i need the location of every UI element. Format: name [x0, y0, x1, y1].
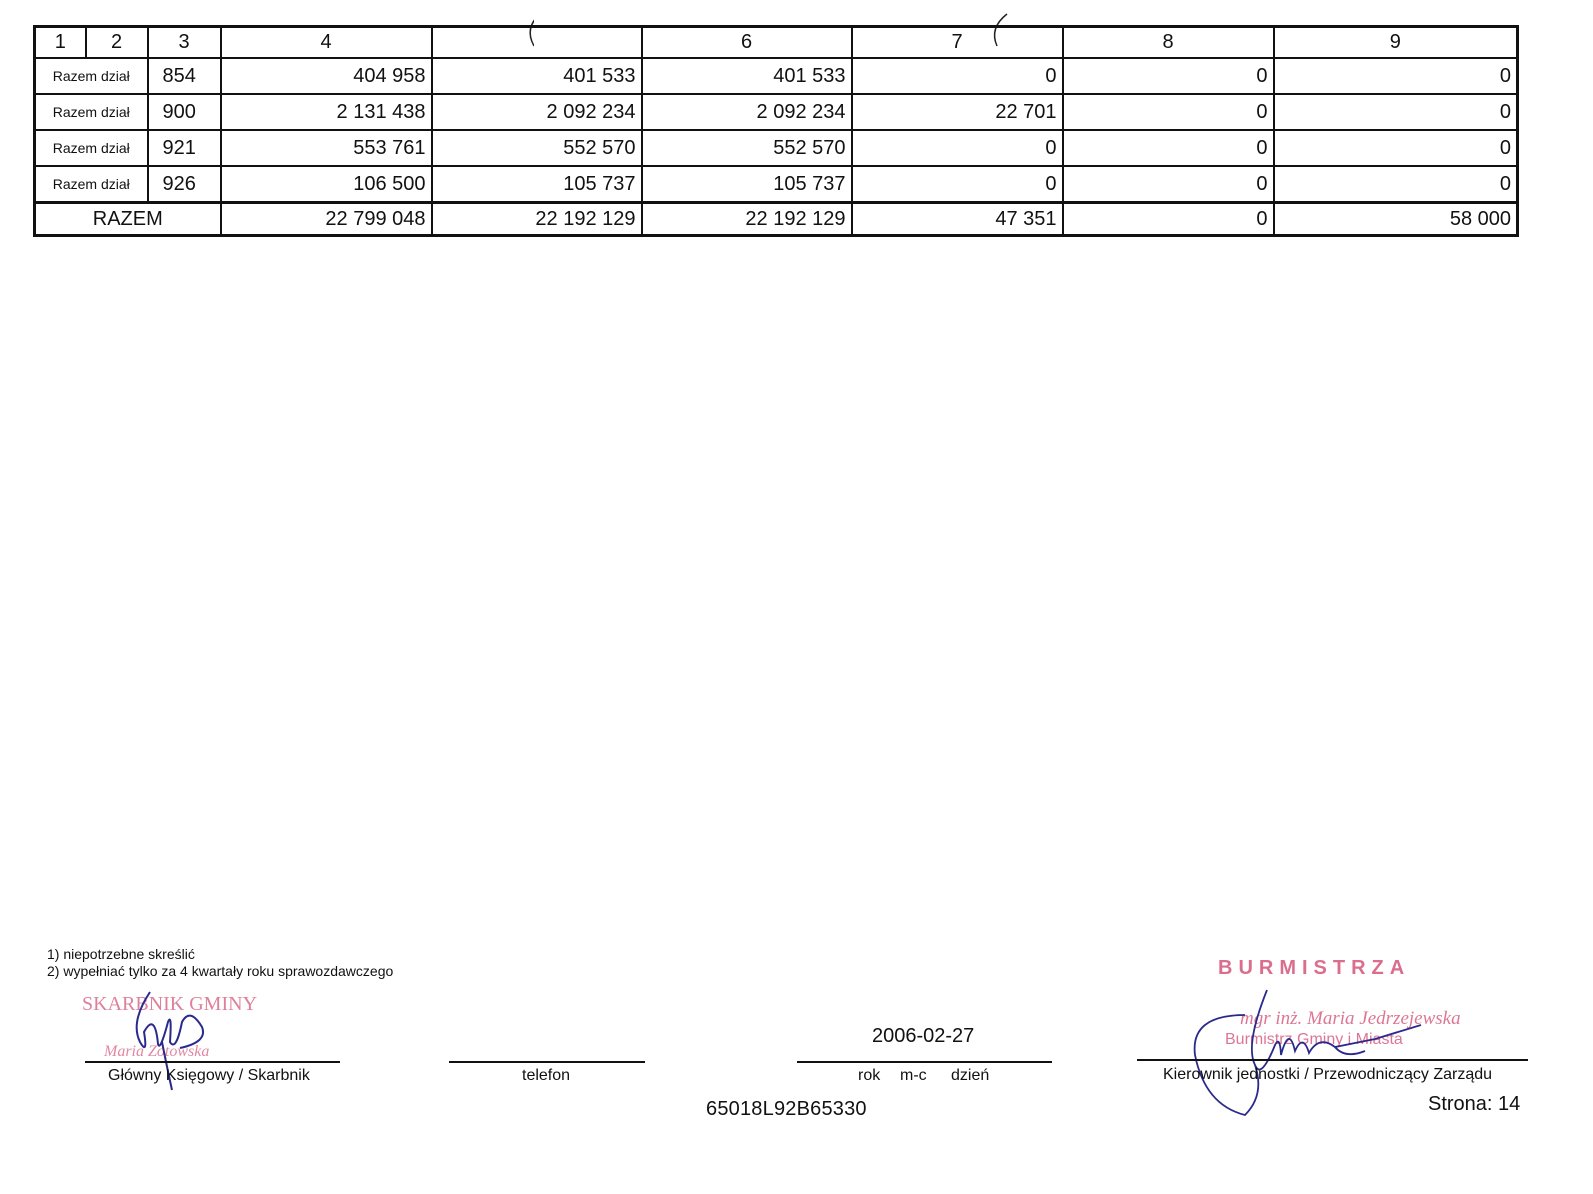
- table-row: [35, 58, 1518, 94]
- treasurer-stamp-title: SKARBNIK GMINY: [82, 993, 258, 1015]
- cell-col-6: 401 533: [642, 58, 852, 94]
- cell-col-5: 552 570: [432, 130, 642, 166]
- budget-summary-table: [33, 25, 1519, 237]
- section-code: 926: [148, 166, 221, 203]
- cell-col-6: 2 092 234: [642, 94, 852, 130]
- cell-col-7: 0: [852, 130, 1063, 166]
- accountant-label: Główny Księgowy / Skarbnik: [108, 1067, 310, 1084]
- cell-col-9: 0: [1274, 94, 1518, 130]
- total-col-8: 0: [1063, 203, 1274, 236]
- column-header: 2: [86, 27, 148, 59]
- cell-col-8: 0: [1063, 58, 1274, 94]
- cell-col-5: 2 092 234: [432, 94, 642, 130]
- cell-col-5: 105 737: [432, 166, 642, 203]
- date-year-label: rok: [858, 1067, 881, 1084]
- phone-label: telefon: [522, 1067, 571, 1084]
- row-label: Razem dział: [35, 130, 148, 166]
- manager-signature: [1185, 985, 1445, 1120]
- column-header: 4: [221, 27, 432, 59]
- phone-line: [449, 1061, 645, 1063]
- total-col-5: 22 192 129: [432, 203, 642, 236]
- cell-col-6: 105 737: [642, 166, 852, 203]
- cell-col-5: 401 533: [432, 58, 642, 94]
- table-total-row: [35, 203, 1518, 236]
- cell-col-8: 0: [1063, 130, 1274, 166]
- row-label: Razem dział: [35, 58, 148, 94]
- mayor-stamp-title: BURMISTRZA: [1218, 957, 1411, 979]
- table-header-row: [35, 27, 1518, 59]
- cell-col-9: 0: [1274, 58, 1518, 94]
- table-row: [35, 130, 1518, 166]
- footnotes: [47, 946, 393, 980]
- section-code: 854: [148, 58, 221, 94]
- cell-col-9: 0: [1274, 166, 1518, 203]
- section-code: 921: [148, 130, 221, 166]
- cell-col-9: 0: [1274, 130, 1518, 166]
- accountant-signature-line: [85, 1061, 340, 1063]
- manager-signature-line: [1137, 1059, 1528, 1061]
- section-code: 900: [148, 94, 221, 130]
- document-code: 65018L92B65330: [706, 1098, 867, 1120]
- table-row: [35, 94, 1518, 130]
- date-line: [797, 1061, 1052, 1063]
- manager-label: Kierownik jednostki / Przewodniczący Zarządu: [1163, 1066, 1493, 1083]
- column-header: 9: [1274, 27, 1518, 59]
- total-label: RAZEM: [35, 203, 221, 236]
- footnote-2: 2) wypełniać tylko za 4 kwartały roku sprawozdawczego: [47, 963, 394, 979]
- cell-col-4: 404 958: [221, 58, 432, 94]
- mayor-stamp-name: mgr inż. Maria Jedrzejewska: [1240, 1008, 1461, 1029]
- cell-col-6: 552 570: [642, 130, 852, 166]
- date-month-label: m-c: [900, 1067, 927, 1084]
- mayor-stamp-role: Burmistrz Gminy i Miasta: [1225, 1031, 1403, 1048]
- column-header: 6: [642, 27, 852, 59]
- total-col-9: 58 000: [1274, 203, 1518, 236]
- column-header: 1: [35, 27, 86, 59]
- row-label: Razem dział: [35, 94, 148, 130]
- footnote-1: 1) niepotrzebne skreślić: [47, 946, 195, 962]
- cell-col-8: 0: [1063, 94, 1274, 130]
- column-header: 8: [1063, 27, 1274, 59]
- table-row: [35, 166, 1518, 203]
- cell-col-7: 0: [852, 166, 1063, 203]
- date-day-label: dzień: [951, 1067, 990, 1084]
- row-label: Razem dział: [35, 166, 148, 203]
- total-col-6: 22 192 129: [642, 203, 852, 236]
- cell-col-7: 22 701: [852, 94, 1063, 130]
- treasurer-stamp-name: Maria Zotowska: [104, 1043, 210, 1060]
- total-col-4: 22 799 048: [221, 203, 432, 236]
- column-header: [432, 27, 642, 59]
- cell-col-7: 0: [852, 58, 1063, 94]
- column-header: 7: [852, 27, 1063, 59]
- column-header: 3: [148, 27, 221, 59]
- cell-col-4: 2 131 438: [221, 94, 432, 130]
- page-number: Strona: 14: [1428, 1093, 1521, 1115]
- date-value: 2006-02-27: [872, 1025, 975, 1047]
- cell-col-8: 0: [1063, 166, 1274, 203]
- cell-col-4: 553 761: [221, 130, 432, 166]
- total-col-7: 47 351: [852, 203, 1063, 236]
- cell-col-4: 106 500: [221, 166, 432, 203]
